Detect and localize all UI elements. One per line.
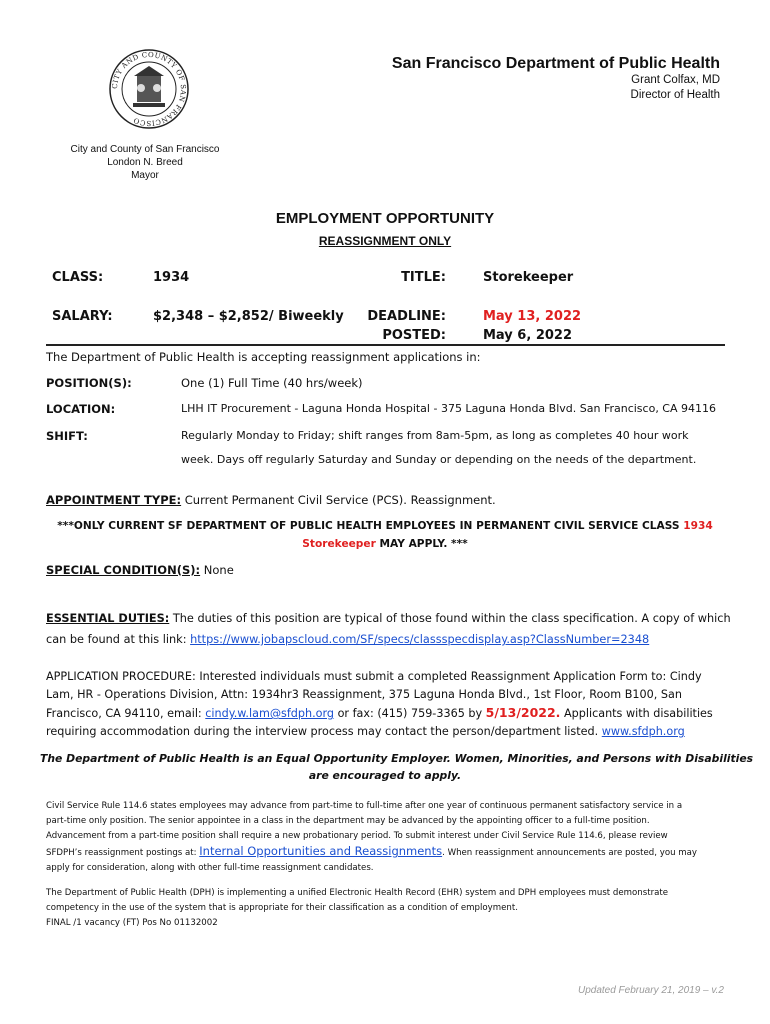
ehr-line-2: competency in the use of the system that is appropriate for their classification as a condition of employment. (46, 903, 518, 913)
application-line-3 (46, 704, 713, 723)
eeo-line-1: The Department of Public Health is an Equal Opportunity Employer. Women, Minorities, and Persons with Disabilities (40, 752, 754, 765)
deadline-value: May 13, 2022 (483, 309, 582, 324)
application-line-1: APPLICATION PROCEDURE: Interested individuals must submit a completed Reassignment Application Form to: Cindy (46, 670, 702, 683)
rule-line-5: apply for consideration, along with other full-time reassignment candidates. (46, 863, 374, 873)
shift-label: SHIFT: (46, 429, 88, 443)
essential-duties-line-2 (46, 633, 649, 646)
special-conditions-value: None (203, 563, 234, 577)
footer-updated: Updated February 21, 2019 – v.2 (577, 985, 724, 996)
eligibility-text-a: ***ONLY CURRENT SF DEPARTMENT OF PUBLIC HEALTH EMPLOYEES IN PERMANENT CIVIL SERVICE CLASS (57, 520, 680, 532)
rule-line-3: Advancement from a part-time position shall require a new probationary period. To submit interest under Civil Service Rule 114.6, please review (46, 831, 668, 841)
essential-duties (46, 612, 736, 625)
rule-line-4a: SFDPH’s reassignment postings at: (46, 848, 197, 858)
contact-email-link[interactable]: cindy.w.lam@sfdph.org (205, 707, 335, 720)
application-line-4-text: requiring accommodation during the interview process may contact the person/department listed. (46, 725, 599, 738)
city-seal-logo (108, 48, 190, 130)
special-conditions (46, 563, 234, 577)
city-name: City and County of San Francisco (70, 144, 220, 155)
class-value: 1934 (153, 270, 190, 285)
application-deadline: 5/13/2022. (485, 705, 561, 720)
ehr-statement (46, 886, 668, 931)
shift-line-1: Regularly Monday to Friday; shift ranges from 8am-5pm, as long as completes 40 hour work (181, 429, 689, 442)
internal-opportunities-link[interactable]: Internal Opportunities and Reassignments (199, 844, 443, 858)
essential-duties-text: The duties of this position are typical of those found within the class specification. A copy of which (172, 612, 731, 625)
divider-rule (46, 344, 725, 346)
eligibility-text-b: MAY APPLY. *** (379, 538, 468, 550)
posted-label: POSTED: (382, 328, 446, 343)
ehr-line-1: The Department of Public Health (DPH) is implementing a unified Electronic Health Record (EHR) system and DPH employees must demonstrate (46, 888, 669, 898)
posted-value: May 6, 2022 (483, 328, 573, 343)
special-conditions-label: SPECIAL CONDITION(S): (46, 563, 201, 577)
ehr-line-3: FINAL /1 vacancy (FT) Pos No 01132002 (46, 918, 218, 928)
class-spec-link[interactable]: https://www.jobapscloud.com/SF/specs/classspecdisplay.asp?ClassNumber=2348 (190, 633, 650, 646)
rule-line-4b: . When reassignment announcements are posted, you may (442, 848, 697, 858)
intro-text: The Department of Public Health is accepting reassignment applications in: (46, 350, 481, 364)
document-title: EMPLOYMENT OPPORTUNITY (275, 210, 495, 227)
application-procedure (46, 668, 713, 741)
location-value: LHH IT Procurement - Laguna Honda Hospital - 375 Laguna Honda Blvd. San Francisco, CA 94116 (181, 402, 717, 415)
rule-line-4 (46, 844, 697, 861)
application-line-2: Lam, HR - Operations Division, Attn: 1934hr3 Reassignment, 375 Laguna Honda Blvd., 1st Floor, Room B100, San (46, 688, 682, 701)
rule-line-1: Civil Service Rule 114.6 states employees may advance from part-time to full-time after one year of continuous permanent satisfactory service in a (46, 801, 683, 811)
shift-line-2: week. Days off regularly Saturday and Sunday or depending on the needs of the department. (181, 453, 697, 466)
application-line-3c: Applicants with disabilities (564, 707, 713, 720)
application-line-3a: Francisco, CA 94110, email: (46, 707, 202, 720)
location-label: LOCATION: (46, 402, 116, 416)
class-label: CLASS: (52, 270, 104, 285)
position-label: POSITION(S): (46, 376, 132, 390)
appointment-type-value: Current Permanent Civil Service (PCS). Reassignment. (184, 493, 496, 507)
civil-service-rule (46, 799, 697, 876)
appointment-type (46, 493, 496, 507)
deadline-label: DEADLINE: (367, 309, 446, 324)
mayor-name: London N. Breed (107, 157, 183, 168)
sfdph-website-link[interactable]: www.sfdph.org (601, 725, 685, 738)
mayor-title: Mayor (131, 170, 159, 181)
rule-line-2: part-time only position. The senior appointee in a class in the department may be advanced by the appointing officer to a full-time position. (46, 816, 650, 826)
eeo-statement (40, 750, 754, 784)
header-left (60, 143, 230, 182)
application-line-4 (46, 723, 713, 741)
application-line-3b: or fax: (415) 759-3365 by (337, 707, 483, 720)
essential-duties-label: ESSENTIAL DUTIES: (46, 612, 170, 625)
appointment-type-label: APPOINTMENT TYPE: (46, 493, 182, 507)
header-right (392, 55, 720, 103)
title-label: TITLE: (401, 270, 446, 285)
director-title: Director of Health (630, 89, 720, 101)
title-value: Storekeeper (483, 270, 574, 285)
eligibility-notice (40, 517, 730, 553)
salary-value: $2,348 – $2,852/ Biweekly (153, 309, 344, 324)
essential-duties-text-2: can be found at this link: (46, 633, 187, 646)
document-subtitle: REASSIGNMENT ONLY (318, 234, 452, 248)
eligibility-class: 1934 (683, 520, 713, 532)
eligibility-title: Storekeeper (302, 538, 376, 550)
position-value: One (1) Full Time (40 hrs/week) (181, 376, 363, 390)
director-name: Grant Colfax, MD (631, 74, 720, 86)
department-name: San Francisco Department of Public Health (391, 55, 720, 72)
salary-label: SALARY: (52, 309, 113, 324)
svg-text:CITY AND COUNTY OF SAN FRANCIS: CITY AND COUNTY OF SAN FRANCISCO (110, 50, 188, 128)
eeo-line-2: are encouraged to apply. (308, 769, 462, 782)
